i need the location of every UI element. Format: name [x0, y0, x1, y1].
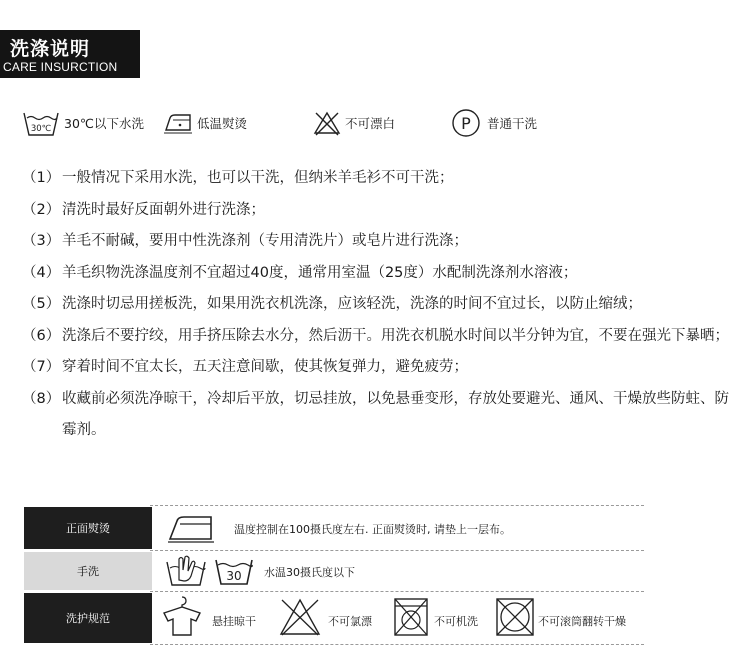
care-note: 不可机洗	[434, 615, 478, 628]
item-number: （2）	[22, 201, 61, 218]
ironing-note: 温度控制在100摄氏度左右. 正面熨烫时, 请垫上一层布。	[234, 523, 511, 536]
dry-clean-p-icon	[451, 108, 483, 138]
hand-wash-icon	[164, 554, 208, 588]
item-text: 清洗时最好反面朝外进行洗涤；	[62, 201, 265, 218]
item-text: 收藏前必须洗净晾干，冷却后平放，切忌挂放，以免悬垂变形，存放处要避光、通风、干燥放些防蛀、防霉剂。	[62, 390, 729, 438]
row-label: 手洗	[24, 552, 152, 590]
symbol-label: 普通干洗	[487, 116, 538, 131]
header-title-en: CARE INSURCTION	[3, 60, 118, 74]
item-number: （7）	[22, 359, 61, 375]
list-item	[22, 352, 742, 384]
dry-clean-letter: P	[461, 114, 471, 133]
list-item	[22, 384, 742, 447]
iron-low-icon	[163, 110, 193, 136]
symbol-iron-low	[163, 108, 247, 138]
header-title-zh: 洗涤说明	[10, 38, 91, 60]
list-item	[22, 258, 742, 290]
wash-tub-text: 30	[226, 569, 242, 583]
item-text: 羊毛不耐碱，要用中性洗涤剂（专用清洗片）或皂片进行洗涤；	[62, 233, 468, 249]
table-divider	[150, 591, 644, 592]
item-number: （4）	[22, 264, 61, 281]
list-item	[22, 163, 742, 195]
row-content	[152, 593, 644, 643]
wash-tub-text: 30℃	[30, 124, 52, 134]
symbol-label: 不可漂白	[345, 116, 396, 131]
instruction-list	[22, 163, 742, 447]
symbol-wash-30	[22, 108, 144, 138]
table-divider	[150, 505, 644, 506]
care-note: 不可氯漂	[328, 615, 372, 628]
row-label: 洗护规范	[24, 593, 152, 643]
symbol-no-bleach	[313, 108, 395, 138]
list-item	[22, 321, 742, 353]
table-row-ironing	[24, 507, 644, 549]
item-text: 穿着时间不宜太长，五天注意间歇，使其恢复弹力，避免疲劳；	[62, 359, 468, 375]
table-row-handwash	[24, 552, 644, 590]
row-label: 正面熨烫	[24, 507, 152, 549]
iron-icon	[166, 511, 216, 545]
care-header	[0, 30, 140, 78]
list-item	[22, 289, 742, 321]
list-item	[22, 226, 742, 258]
table-divider	[150, 550, 644, 551]
no-chlorine-bleach-icon	[278, 597, 322, 637]
item-text: 洗涤后不要拧绞，用手挤压除去水分，然后沥干。用洗衣机脱水时间以半分钟为宜，不要在强光下暴晒；	[62, 327, 729, 344]
hang-dry-shirt-icon	[160, 595, 204, 639]
item-text: 羊毛织物洗涤温度剂不宜超过40度，通常用室温（25度）水配制洗涤剂水溶液；	[62, 264, 578, 281]
symbol-label: 30℃以下水洗	[64, 116, 144, 131]
no-tumble-dry-icon	[494, 596, 536, 638]
row-content	[152, 507, 644, 549]
no-bleach-icon	[313, 110, 341, 136]
symbol-label: 低温熨烫	[197, 116, 248, 131]
wash-tub-30-icon	[22, 109, 60, 137]
item-text: 洗涤时切忌用搓板洗，如果用洗衣机洗涤，应该轻洗，洗涤的时间不宜过长，以防止缩绒；	[62, 296, 642, 312]
item-number: （3）	[22, 233, 61, 249]
item-number: （5）	[22, 296, 61, 312]
care-note: 悬挂晾干	[212, 615, 256, 628]
item-text: 一般情况下采用水洗，也可以干洗，但纳米羊毛衫不可干洗；	[62, 170, 454, 186]
row-content	[152, 552, 644, 590]
item-number: （6）	[22, 327, 61, 344]
item-number: （8）	[22, 390, 61, 407]
no-machine-wash-icon	[392, 596, 430, 638]
item-number: （1）	[22, 170, 61, 186]
care-note: 不可滚筒翻转干燥	[538, 615, 626, 628]
table-divider	[150, 644, 644, 645]
table-row-care	[24, 593, 644, 643]
list-item	[22, 195, 742, 227]
symbol-dry-clean	[451, 108, 537, 138]
handwash-note: 水温30摄氏度以下	[264, 566, 355, 579]
wash-tub-30-icon	[214, 554, 254, 586]
